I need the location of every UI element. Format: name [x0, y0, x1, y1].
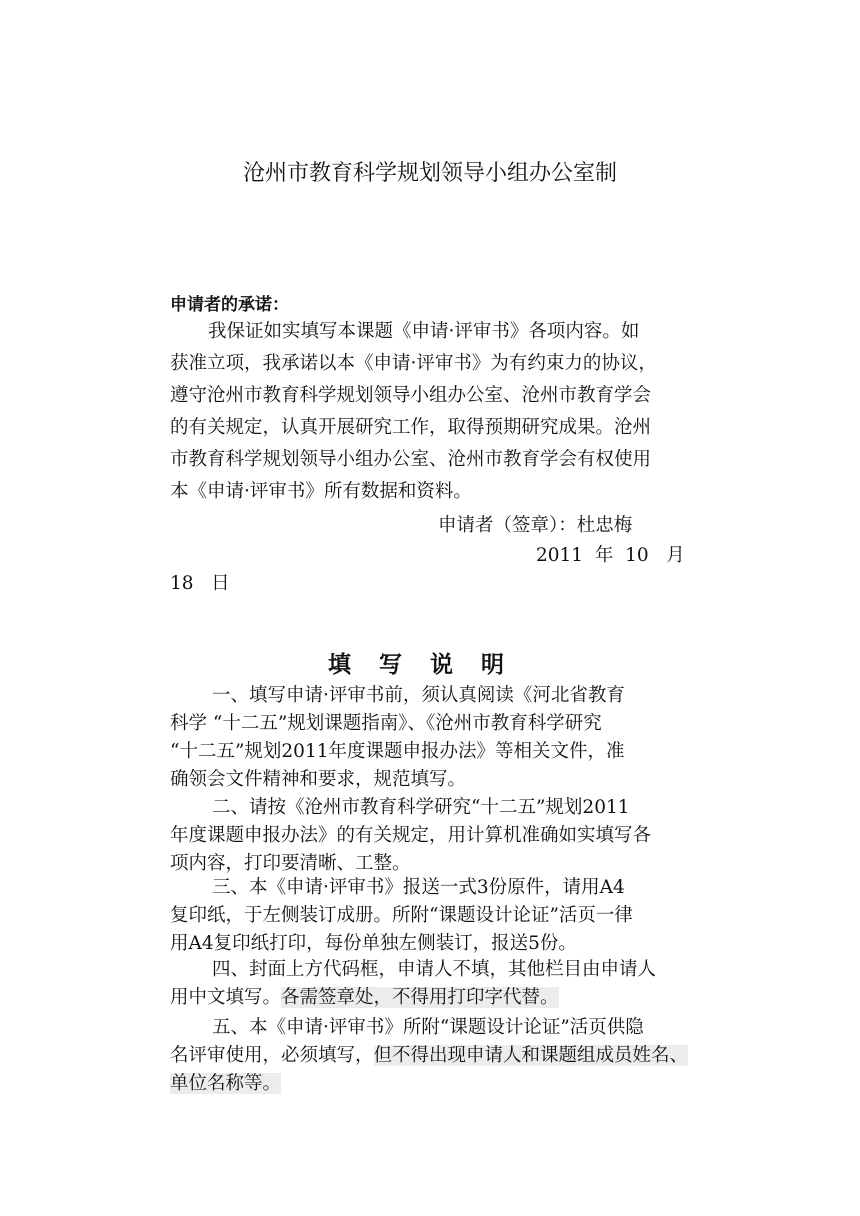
instruction-line: 五、本《申请·评审书》所附“课题设计论证”活页供隐 [212, 1017, 644, 1038]
instruction-line: 复印纸，于左侧装订成册。所附“课题设计论证”活页一律 [170, 905, 633, 926]
highlighted-text: 各需签章处，不得用打印字代替。 [281, 987, 559, 1008]
instructions-title: 填写说明 [328, 651, 532, 678]
promise-line: 我保证如实填写本课题《申请·评审书》各项内容。如 [208, 321, 640, 342]
instruction-line: 用A4复印纸打印，每份单独左侧装订，报送5份。 [170, 933, 577, 954]
signature-date-day: 18 日 [170, 573, 230, 594]
highlighted-text: 但不得出现申请人和课题组成员姓名、 [373, 1045, 689, 1066]
highlighted-text: 单位名称等。 [170, 1073, 282, 1094]
applicant-signature: 申请者（签章）：杜忠梅 [438, 515, 633, 536]
promise-heading: 申请者的承诺： [170, 295, 289, 315]
instruction-line: “十二五”规划2011年度课题申报办法》等相关文件，准 [170, 741, 625, 762]
promise-line: 获准立项，我承诺以本《申请·评审书》为有约束力的协议， [170, 353, 657, 374]
instruction-line [170, 1070, 281, 1098]
instruction-line: 确领会文件精神和要求，规范填写。 [170, 769, 467, 790]
promise-line: 市教育科学规划领导小组办公室、沧州市教育学会有权使用 [170, 449, 652, 470]
instruction-line: 四、封面上方代码框，申请人不填，其他栏目由申请人 [212, 959, 657, 980]
instruction-line [170, 1042, 688, 1070]
promise-line: 遵守沧州市教育科学规划领导小组办公室、沧州市教育学会 [170, 385, 652, 406]
instruction-line: 二、请按《沧州市教育科学研究“十二五”规划2011 [212, 797, 630, 818]
instruction-line [170, 984, 559, 1012]
instruction-text: 用中文填写。 [170, 987, 282, 1008]
issuing-office: 沧州市教育科学规划领导小组办公室制 [242, 161, 617, 186]
instruction-line: 科学 “十二五”规划课题指南》、《沧州市教育科学研究 [170, 713, 602, 734]
instruction-text: 名评审使用，必须填写， [170, 1045, 374, 1066]
instruction-line: 项内容，打印要清晰、工整。 [170, 853, 411, 874]
instruction-line: 年度课题申报办法》的有关规定，用计算机准确如实填写各 [170, 825, 652, 846]
instruction-line: 三、本《申请·评审书》报送一式3份原件，请用A4 [212, 877, 625, 898]
promise-line: 的有关规定，认真开展研究工作，取得预期研究成果。沧州 [170, 417, 652, 438]
promise-line: 本《申请·评审书》所有数据和资料。 [170, 481, 472, 502]
signature-date: 2011 年 10 月 [536, 545, 685, 566]
instruction-line: 一、填写申请·评审书前，须认真阅读《河北省教育 [212, 685, 625, 706]
